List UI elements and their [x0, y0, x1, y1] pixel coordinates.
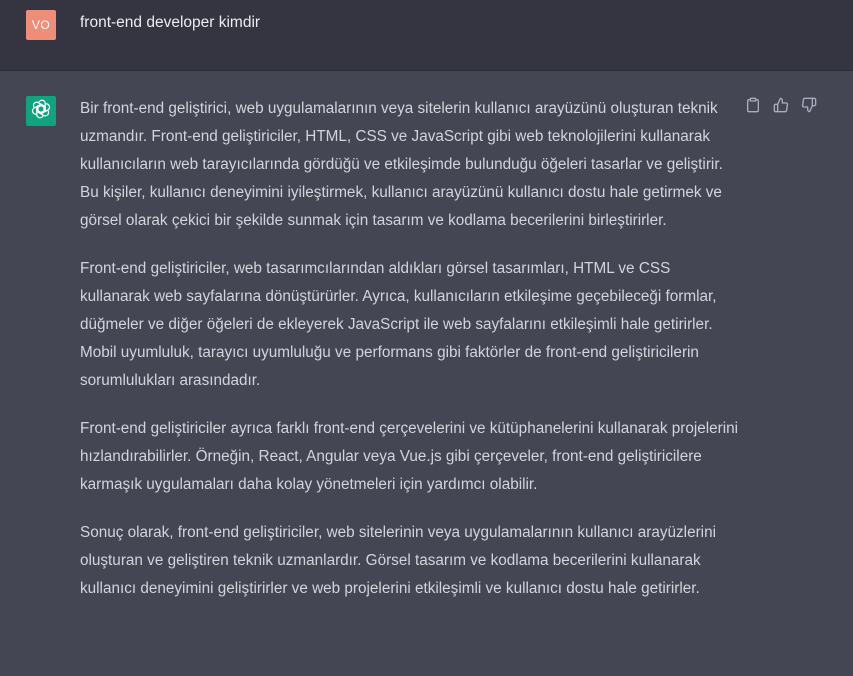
message-actions	[744, 98, 818, 116]
thumbs-up-icon	[773, 97, 789, 118]
assistant-message-text	[80, 95, 740, 623]
thumbs-down-button[interactable]	[800, 98, 818, 116]
user-message-row	[0, 0, 853, 71]
user-message-text: front-end developer kimdir	[80, 14, 261, 31]
copy-button[interactable]	[744, 98, 762, 116]
copy-icon	[745, 97, 761, 118]
assistant-paragraph: Front-end geliştiriciler, web tasarımcılarından aldıkları görsel tasarımları, HTML ve CSS kullanarak web sayfalarına dönüştürürler. Ayrıca, kullanıcıların etkileşime geçebileceği formlar, düğmeler ve diğer öğeleri de ekleyerek JavaScript ile web sayfalarını etkileşimli hale getirirler. Mobil uyumluluk, tarayıcı uyumluluğu ve performans gibi faktörler de front-end geliştiricilerin sorumlulukları arasındadır.	[80, 260, 717, 389]
assistant-paragraph: Bir front-end geliştirici, web uygulamalarının veya sitelerin kullanıcı arayüzünü oluşturan teknik uzmandır. Front-end geliştiriciler, HTML, CSS ve JavaScript gibi web teknolojilerini kullanarak kullanıcıların web tarayıcılarında gördüğü ve etkileşimde bulunduğu öğeleri tasarlar ve geliştirir. Bu kişiler, kullanıcı deneyimini iyileştirmek, kullanıcı arayüzünü kullanıcı dostu hale getirmek ve görsel olarak çekici bir şekilde sunmak için tasarım ve kodlama becerilerini birleştirirler.	[80, 100, 723, 229]
user-avatar: VO	[26, 10, 56, 40]
thumbs-up-button[interactable]	[772, 98, 790, 116]
assistant-paragraph: Sonuç olarak, front-end geliştiriciler, web sitelerinin veya uygulamalarının kullanıcı arayüzlerini oluşturan ve geliştiren teknik uzmanlardır. Görsel tasarım ve kodlama becerilerini kullanarak kullanıcı deneyimini geliştirirler ve web projelerini etkileşimli ve kullanıcı dostu hale getirirler.	[80, 524, 716, 597]
assistant-paragraph: Front-end geliştiriciler ayrıca farklı front-end çerçevelerini ve kütüphanelerini kullanarak projelerini hızlandırabilirler. Örneğin, React, Angular veya Vue.js gibi çerçeveler, front-end geliştiricilere karmaşık uygulamaları daha kolay yönetmeleri için yardımcı olabilir.	[80, 420, 739, 493]
thumbs-down-icon	[801, 97, 817, 118]
assistant-message-row	[0, 71, 853, 676]
assistant-avatar	[26, 96, 56, 126]
openai-logo-icon	[30, 98, 52, 125]
